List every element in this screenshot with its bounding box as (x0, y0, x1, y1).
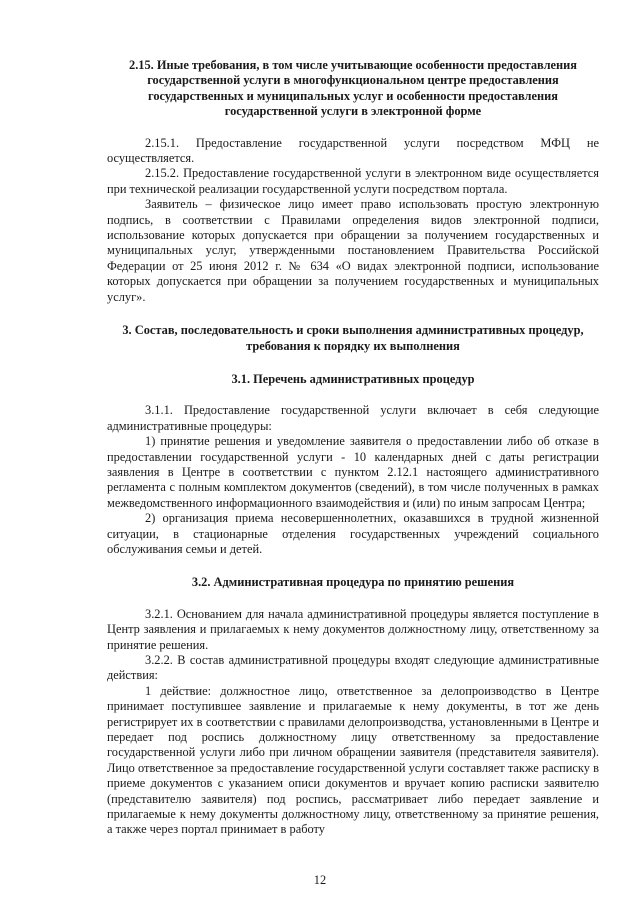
section-3-2-heading: 3.2. Административная процедура по принятию решения (191, 575, 515, 590)
paragraph-procedure-2: 2) организация приема несовершеннолетних, оказавшихся в трудной жизненной ситуации, в стационарные отделения государственных учреждений социального обслуживания семьи и детей. (107, 511, 599, 556)
paragraph-3-2-1: 3.2.1. Основанием для начала административной процедуры является поступление в Центр заявления и прилагаемых к нему документов должностному лицу, ответственному за принятие решения. (107, 606, 599, 652)
paragraph-procedure-1: 1) принятие решения и уведомление заявителя о предоставлении либо об отказе в предоставлении государственной услуги - 10 календарных дней с даты регистрации заявления в Центре в соответствии с пунктом 2.12.1 настоящего административного регламента с полным комплектом документов (сведений), в том числе полученных в рамках межведомственного информационного взаимодействия и (или) по иным запросам Центра; (107, 434, 599, 510)
paragraph-action-1: 1 действие: должностное лицо, ответственное за делопроизводство в Центре принимает поступившее заявление и прилагаемые к нему документы, в тот же день регистрирует их в соответствии с правилами делопроизводства, установленными в Центре и передает под роспись должностному лицу ответственному за предоставление государственной услуги либо при личном обращении заявителя (представителя заявителя). Лицо ответственное за предоставление государственной услуги составляет также расписку в приеме документов с указанием описи документов и вручает копию расписки заявителю (представителю заявителя) под роспись, рассматривает либо передает заявление и прилагаемые к нему документы должностному лицу, ответственному за принятие решения, а также через портал принимает в работу (107, 683, 599, 837)
page-number: 12 (313, 873, 327, 887)
section-3-heading: 3. Состав, последовательность и сроки выполнения административных процедур, требования к порядку их выполнения (122, 323, 584, 353)
section-2-15-heading: 2.15. Иные требования, в том числе учитывающие особенности предоставления государственной услуги в многофункциональном центре предоставления государственных и муниципальных услуг и особенности предоставления государственной услуги в электронной форме (129, 58, 577, 119)
section-3-1-heading: 3.1. Перечень административных процедур (231, 371, 475, 386)
paragraph-2-15-2: 2.15.2. Предоставление государственной услуги в электронном виде осуществляется при технической реализации государственной услуги посредством портала. (107, 166, 599, 196)
paragraph-2-15-1: 2.15.1. Предоставление государственной услуги посредством МФЦ не осуществляется. (107, 135, 599, 166)
paragraph-3-1-1: 3.1.1. Предоставление государственной услуги включает в себя следующие административные процедуры: (107, 403, 599, 433)
paragraph-electronic-signature: Заявитель – физическое лицо имеет право использовать простую электронную подпись, в соответствии с Правилами определения видов электронной подписи, использование которых допускается при обращении за получением государственных и муниципальных услуг, утвержденными постановлением Правительства Российской Федерации от 25 июня 2012 г. № 634 «О видах электронной подписи, использование которых допускается при обращении за получением государственных и муниципальных услуг». (107, 197, 599, 304)
paragraph-3-2-2: 3.2.2. В состав административной процедуры входят следующие административные действия: (107, 653, 599, 683)
